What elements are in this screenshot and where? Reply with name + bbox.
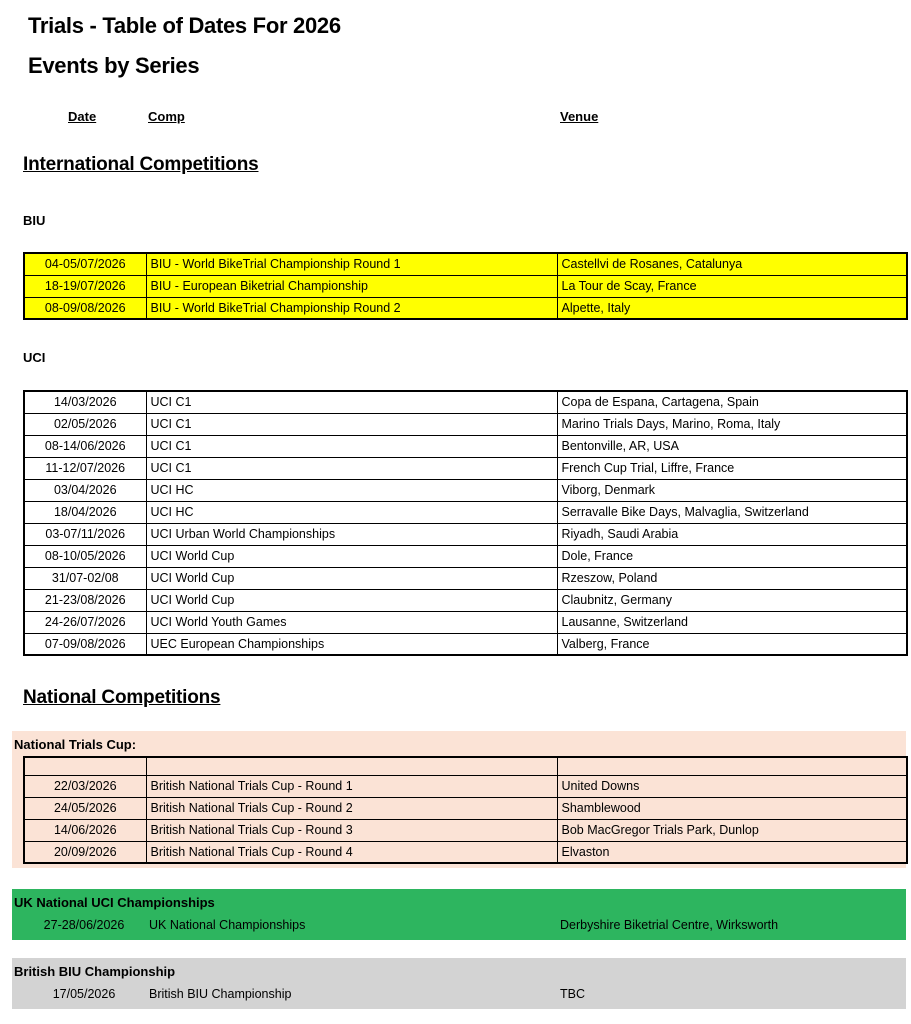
table-row [24,391,907,413]
cell-venue: Riyadh, Saudi Arabia [557,523,907,545]
table-row [24,841,907,863]
cell-venue: United Downs [557,775,907,797]
cell-comp: BIU - World BikeTrial Championship Round 1 [146,253,557,275]
subsection-label-biu: BIU [23,213,46,228]
cell-date: 27-28/06/2026 [43,918,125,932]
table-row [24,435,907,457]
cell-date: 08-10/05/2026 [24,545,146,567]
table-row [24,633,907,655]
cell-date: 11-12/07/2026 [24,457,146,479]
national-trials-cup-table [23,756,908,864]
cell-date: 08-14/06/2026 [24,435,146,457]
uk-national-uci-heading: UK National UCI Championships [14,895,215,910]
cell-venue: La Tour de Scay, France [557,275,907,297]
table-row [24,545,907,567]
british-biu-block [12,958,906,1009]
subsection-label-uci: UCI [23,350,46,365]
cell-date: 18/04/2026 [24,501,146,523]
empty-header-row [24,757,907,775]
cell-date: 21-23/08/2026 [24,589,146,611]
cell-venue: TBC [560,987,585,1001]
cell-venue: Valberg, France [557,633,907,655]
cell-date: 07-09/08/2026 [24,633,146,655]
cell-date: 03-07/11/2026 [24,523,146,545]
cell-venue: Bob MacGregor Trials Park, Dunlop [557,819,907,841]
cell-comp: UCI World Youth Games [146,611,557,633]
cell-comp: British National Trials Cup - Round 1 [146,775,557,797]
cell-venue: Lausanne, Switzerland [557,611,907,633]
cell-venue: Serravalle Bike Days, Malvaglia, Switzerland [557,501,907,523]
uci-events-table [23,390,908,656]
section-heading-international: International Competitions [23,154,259,175]
table-row [24,501,907,523]
table-row [23,983,906,1005]
cell-venue: Claubnitz, Germany [557,589,907,611]
cell-comp: British National Trials Cup - Round 2 [146,797,557,819]
table-row [24,757,907,775]
cell-comp: UCI World Cup [146,567,557,589]
cell-comp: UCI C1 [146,457,557,479]
table-row [24,589,907,611]
cell-comp: BIU - European Biketrial Championship [146,275,557,297]
table-row [24,413,907,435]
cell-date [24,757,146,775]
cell-comp: UCI World Cup [146,545,557,567]
cell-comp: UCI World Cup [146,589,557,611]
cell-comp [146,757,557,775]
cell-date: 03/04/2026 [24,479,146,501]
document-page [0,6,911,1024]
page-title-line2: Events by Series [28,53,200,78]
cell-venue [557,757,907,775]
cell-date: 04-05/07/2026 [24,253,146,275]
cell-date: 02/05/2026 [24,413,146,435]
page-title-line1: Trials - Table of Dates For 2026 [28,13,341,38]
cell-date: 24-26/07/2026 [24,611,146,633]
cell-date: 18-19/07/2026 [24,275,146,297]
cell-comp: UCI HC [146,479,557,501]
column-header-date: Date [68,109,97,124]
table-row [24,523,907,545]
cell-comp: UCI C1 [146,391,557,413]
cell-comp: British National Trials Cup - Round 3 [146,819,557,841]
table-row [24,253,907,275]
cell-venue: Bentonville, AR, USA [557,435,907,457]
column-header-venue: Venue [560,109,599,124]
cell-venue: Shamblewood [557,797,907,819]
cell-venue: Derbyshire Biketrial Centre, Wirksworth [560,918,779,932]
cell-venue: Rzeszow, Poland [557,567,907,589]
cell-comp: UEC European Championships [146,633,557,655]
uk-national-uci-block [12,889,906,940]
uk-national-uci-table [23,914,906,936]
cell-comp: UCI C1 [146,435,557,457]
cell-venue: Elvaston [557,841,907,863]
cell-date: 22/03/2026 [24,775,146,797]
cell-comp: British National Trials Cup - Round 4 [146,841,557,863]
cell-venue: Alpette, Italy [557,297,907,319]
cell-comp: UCI HC [146,501,557,523]
cell-comp: UCI Urban World Championships [146,523,557,545]
cell-date: 14/06/2026 [24,819,146,841]
biu-events-table [23,252,908,320]
british-biu-heading: British BIU Championship [14,964,176,979]
table-row [24,479,907,501]
cell-date: 31/07-02/08 [24,567,146,589]
column-headers [0,109,911,125]
cell-date: 17/05/2026 [52,987,116,1001]
cell-venue: Viborg, Denmark [557,479,907,501]
cell-comp: UK National Championships [149,918,306,932]
table-row [24,567,907,589]
national-trials-cup-heading: National Trials Cup: [14,737,137,752]
cell-venue: French Cup Trial, Liffre, France [557,457,907,479]
page-title [28,6,911,86]
table-row [24,775,907,797]
cell-date: 20/09/2026 [24,841,146,863]
table-row [24,457,907,479]
british-biu-table [23,983,906,1005]
cell-date: 24/05/2026 [24,797,146,819]
section-heading-national: National Competitions [23,687,221,708]
cell-date: 08-09/08/2026 [24,297,146,319]
table-row [24,275,907,297]
table-row [24,297,907,319]
cell-venue: Copa de Espana, Cartagena, Spain [557,391,907,413]
cell-venue: Marino Trials Days, Marino, Roma, Italy [557,413,907,435]
cell-comp: BIU - World BikeTrial Championship Round 2 [146,297,557,319]
cell-date: 14/03/2026 [24,391,146,413]
national-trials-cup-block [12,731,906,868]
cell-comp: British BIU Championship [149,987,292,1001]
cell-venue: Dole, France [557,545,907,567]
table-row [24,797,907,819]
column-header-comp: Comp [148,109,185,124]
table-row [23,914,906,936]
table-row [24,819,907,841]
cell-comp: UCI C1 [146,413,557,435]
cell-venue: Castellvi de Rosanes, Catalunya [557,253,907,275]
table-row [24,611,907,633]
